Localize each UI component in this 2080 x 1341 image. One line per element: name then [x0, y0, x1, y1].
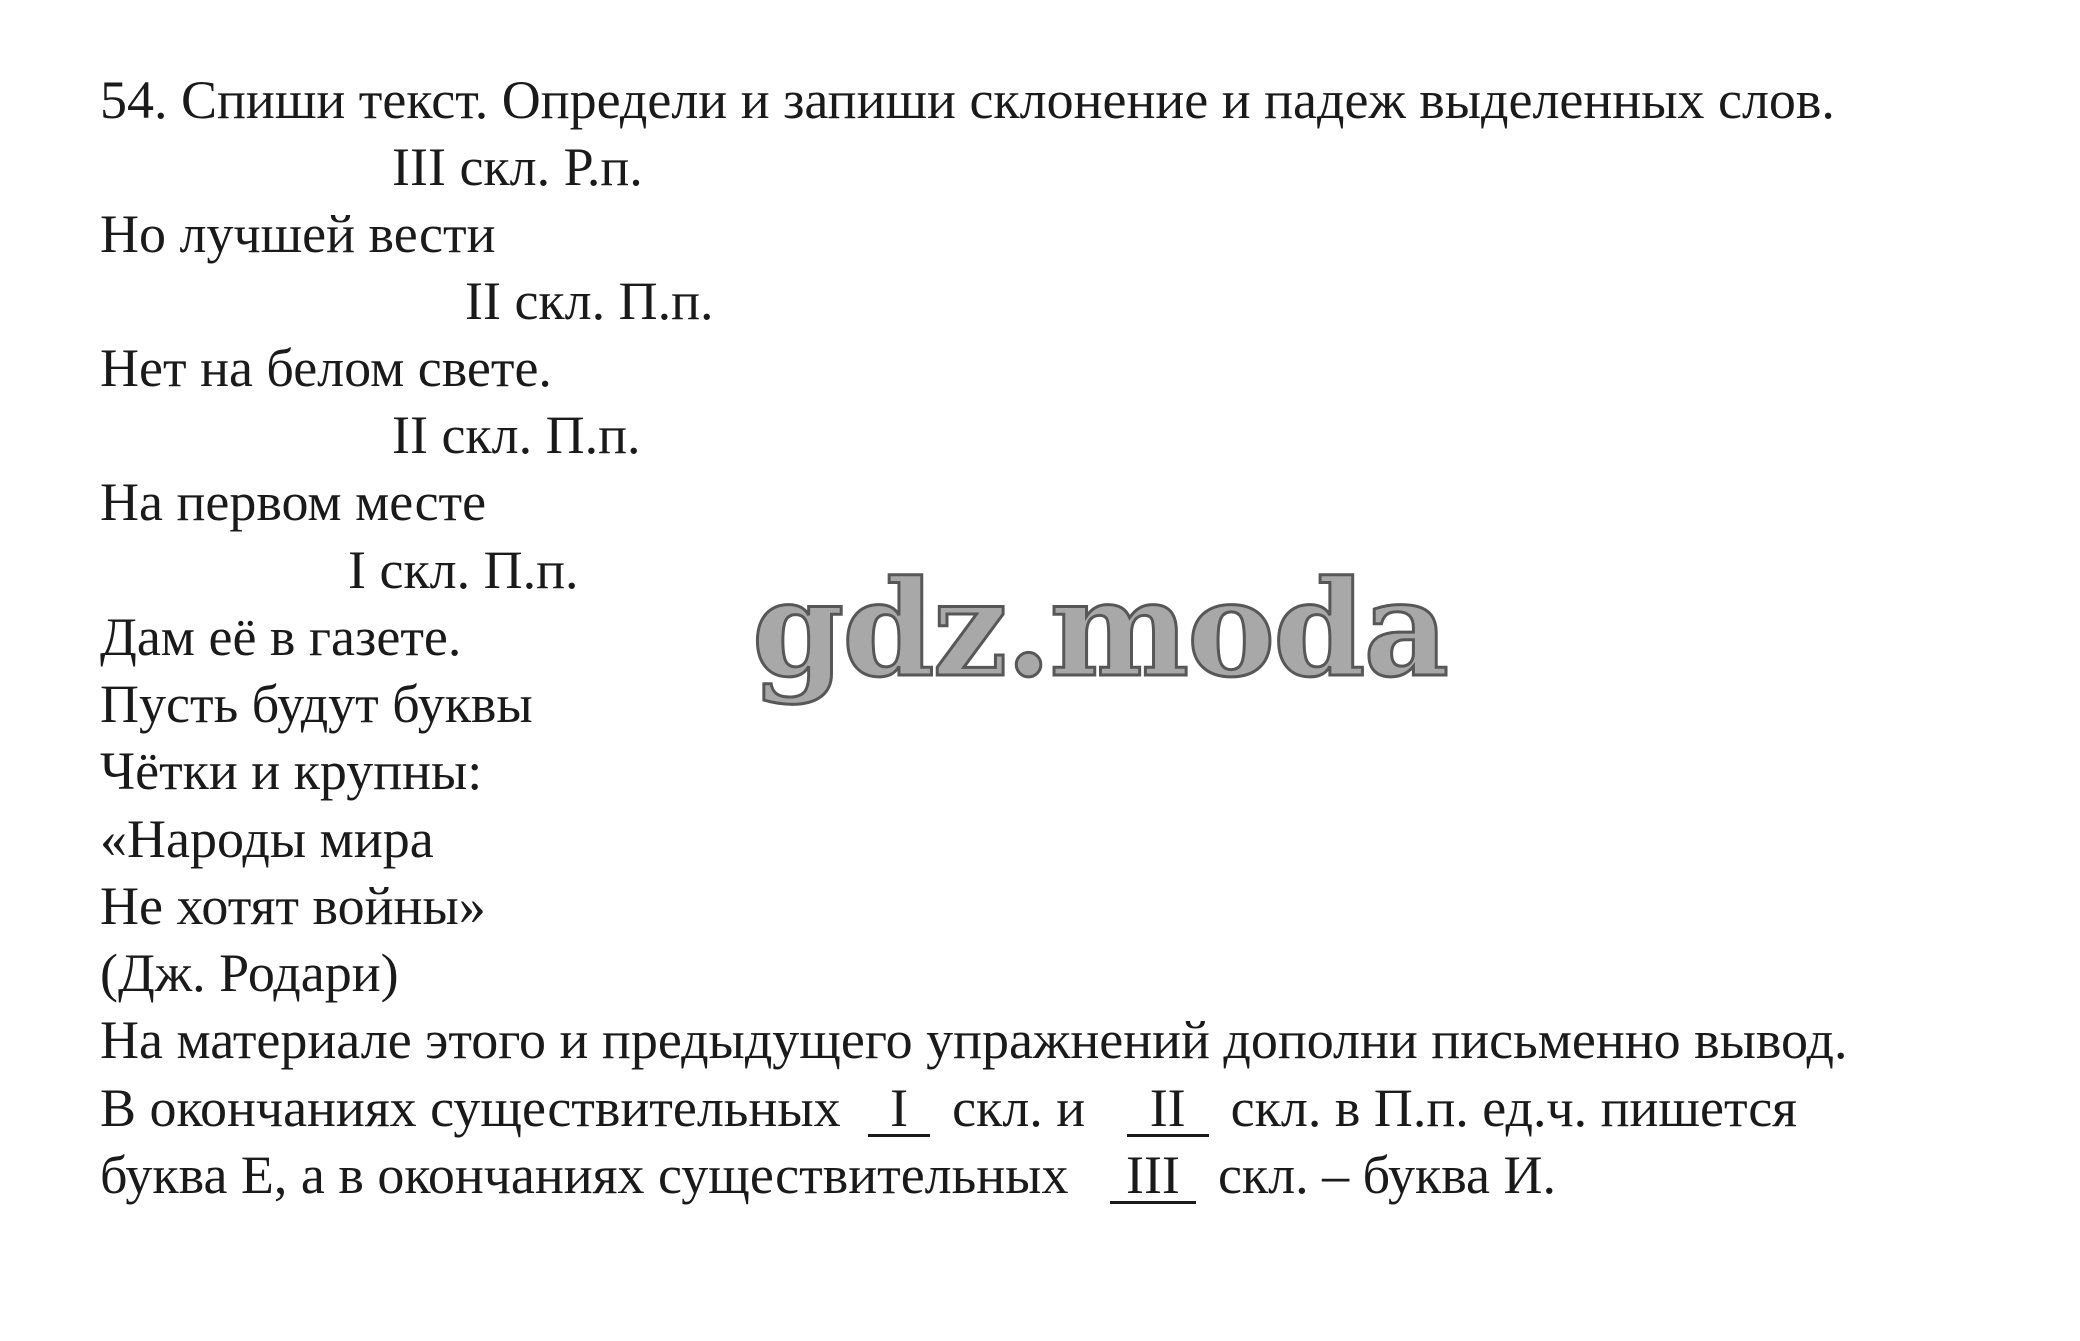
poem-line-3: На первом месте [100, 472, 487, 532]
task-heading: 54. Спиши текст. Определи и запиши склонение и падеж выделенных слов. [100, 70, 1835, 130]
annotation-1: III скл. Р.п. [392, 137, 643, 197]
annotation-4: I скл. П.п. [348, 540, 579, 600]
poem-line-2: Нет на белом свете. [100, 338, 552, 398]
conclusion-line2-prefix: буква Е, а в окончаниях существительных [100, 1145, 1069, 1205]
answer-blank-3: III [1110, 1149, 1196, 1204]
poem-line-8: Не хотят войны» [100, 876, 486, 936]
poem-line-1: Но лучшей вести [100, 204, 496, 264]
conclusion-line1-suffix: скл. в П.п. ед.ч. пишется [1230, 1078, 1798, 1138]
conclusion-line1-middle: скл. и [952, 1078, 1086, 1138]
poem-line-5: Пусть будут буквы [100, 674, 533, 734]
answer-blank-1: I [868, 1082, 930, 1137]
conclusion-line1-prefix: В окончаниях существительных [100, 1078, 841, 1138]
conclusion-line-1 [100, 1078, 1797, 1138]
answer-blank-2: II [1127, 1082, 1209, 1137]
poem-line-4: Дам её в газете. [100, 607, 462, 667]
poem-line-6: Чётки и крупны: [100, 741, 483, 801]
watermark-logo: gdz.moda [752, 552, 1448, 707]
annotation-2: II скл. П.п. [465, 271, 714, 331]
poem-author: (Дж. Родари) [100, 943, 399, 1003]
conclusion-line2-suffix: скл. – буква И. [1217, 1145, 1557, 1205]
conclusion-line-2 [100, 1145, 1556, 1205]
poem-line-7: «Народы мира [100, 809, 434, 869]
annotation-3: II скл. П.п. [392, 405, 641, 465]
conclusion-intro: На материале этого и предыдущего упражнений дополни письменно вывод. [100, 1010, 1848, 1070]
